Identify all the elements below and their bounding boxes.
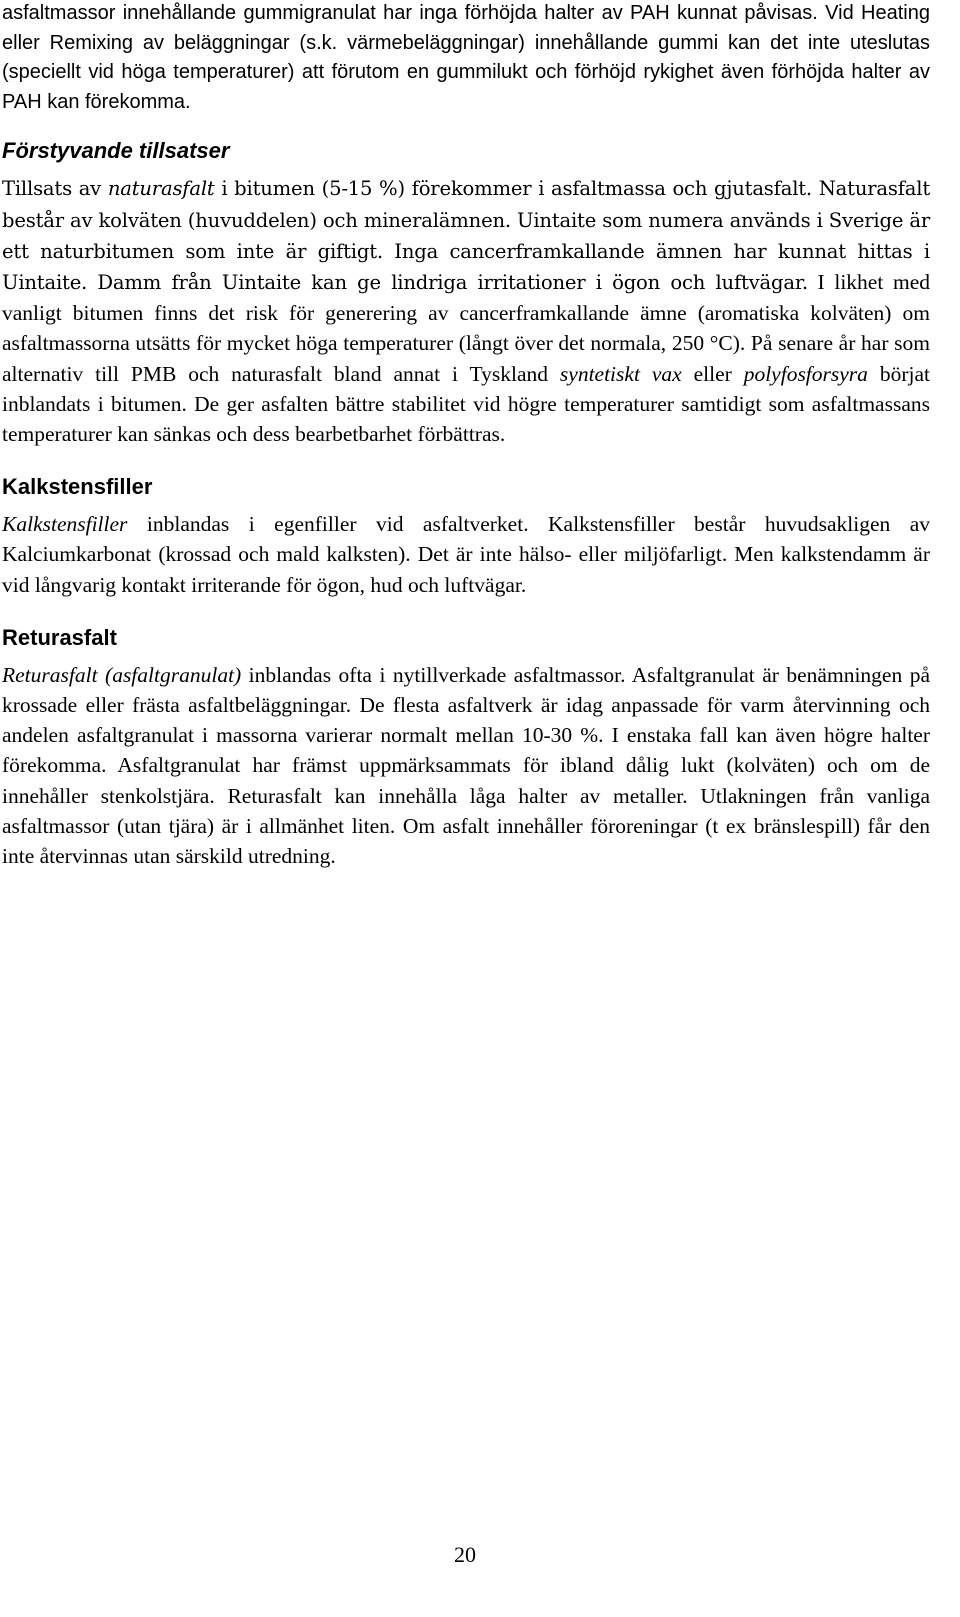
paragraph-text: eller (681, 361, 744, 386)
intro-paragraph: asfaltmassor innehållande gummigranulat har inga förhöjda halter av PAH kunnat påvisas. Vid Heating eller Remixing av beläggningar (s.k. värmebeläggningar) innehållande gummi kan det inte uteslutas (speciellt vid höga temperaturer) att förutom en gummilukt och förhöjd rykighet även förhöjda halter av PAH kan förekomma. (2, 2, 930, 113)
term-returasfalt: Returasfalt (asfaltgranulat) (2, 662, 242, 687)
term-kalkstensfiller: Kalkstensfiller (2, 512, 128, 537)
term-syntetiskt-vax: syntetiskt vax (559, 361, 682, 386)
heading-returasfalt: Returasfalt (2, 624, 117, 650)
paragraph-text: inblandas ofta i nytillverkade asfaltmassor. Asfaltgranulat är benämningen på krossade eller frästa asfaltbeläggningar. De flesta asfaltverk är idag anpassade för varm återvinning och andelen asfaltgranulat i massorna varierar normalt mellan 10-30 %. I enstaka fall kan även högre halter förekomma. Asfaltgranulat har främst uppmärksammats för ibland dålig lukt (kolväten) och om de innehåller stenkolstjära. Returasfalt kan innehålla låga halter av metaller. Utlakningen från vanliga asfaltmassor (utan tjära) är i allmänhet liten. Om asfalt innehåller föroreningar (t ex bränslespill) får den inte återvinnas utan särskild utredning. (2, 662, 930, 869)
paragraph-returasfalt (2, 660, 930, 871)
term-naturasfalt: naturasfalt (107, 177, 215, 201)
heading-forstyvande-tillsatser: Förstyvande tillsatser (2, 138, 230, 164)
paragraph-text: i bitumen (5-15 %) förekommer i asfaltmassa och gjutasfalt. Naturasfalt består av kolväten (huvuddelen) och mineralämnen. Uintaite som numera används i Sverige är ett naturbitumen som inte är giftigt. Inga cancerframkallande ämnen har kunnat hittas i Uintaite. Damm från Uintaite kan ge lindriga irritationer i ögon och luftvägar. (2, 177, 931, 294)
paragraph-text: I likhet med vanligt bitumen finns det risk för generering av cancerframkallande ämne (aromatiska kolväten) om asfaltmassorna utsätts för mycket höga temperaturer (långt över det normala, 250 °C). På senare år har som alternativ till PMB och naturasfalt bland annat i Tyskland (2, 269, 930, 386)
paragraph-text: börjat inblandats i bitumen. De ger asfalten bättre stabilitet vid högre temperaturer samtidigt som asfaltmassans temperaturer kan sänkas och dess bearbetbarhet förbättras. (2, 361, 930, 446)
page-content (2, 0, 930, 871)
paragraph-text: Tillsats av (2, 177, 108, 201)
paragraph-kalkstensfiller (2, 509, 930, 600)
paragraph-text: inblandas i egenfiller vid asfaltverket. Kalkstensfiller består huvudsakligen av Kalciumkarbonat (krossad och mald kalksten). Det är inte hälso- eller miljöfarligt. Men kalkstendamm är vid långvarig kontakt irriterande för ögon, hud och luftvägar. (2, 512, 930, 597)
page-number: 20 (454, 1542, 476, 1567)
paragraph-forstyvande-tillsatser (2, 173, 930, 449)
heading-kalkstensfiller: Kalkstensfiller (2, 474, 153, 500)
term-polyfosforsyra: polyfosforsyra (743, 361, 868, 386)
